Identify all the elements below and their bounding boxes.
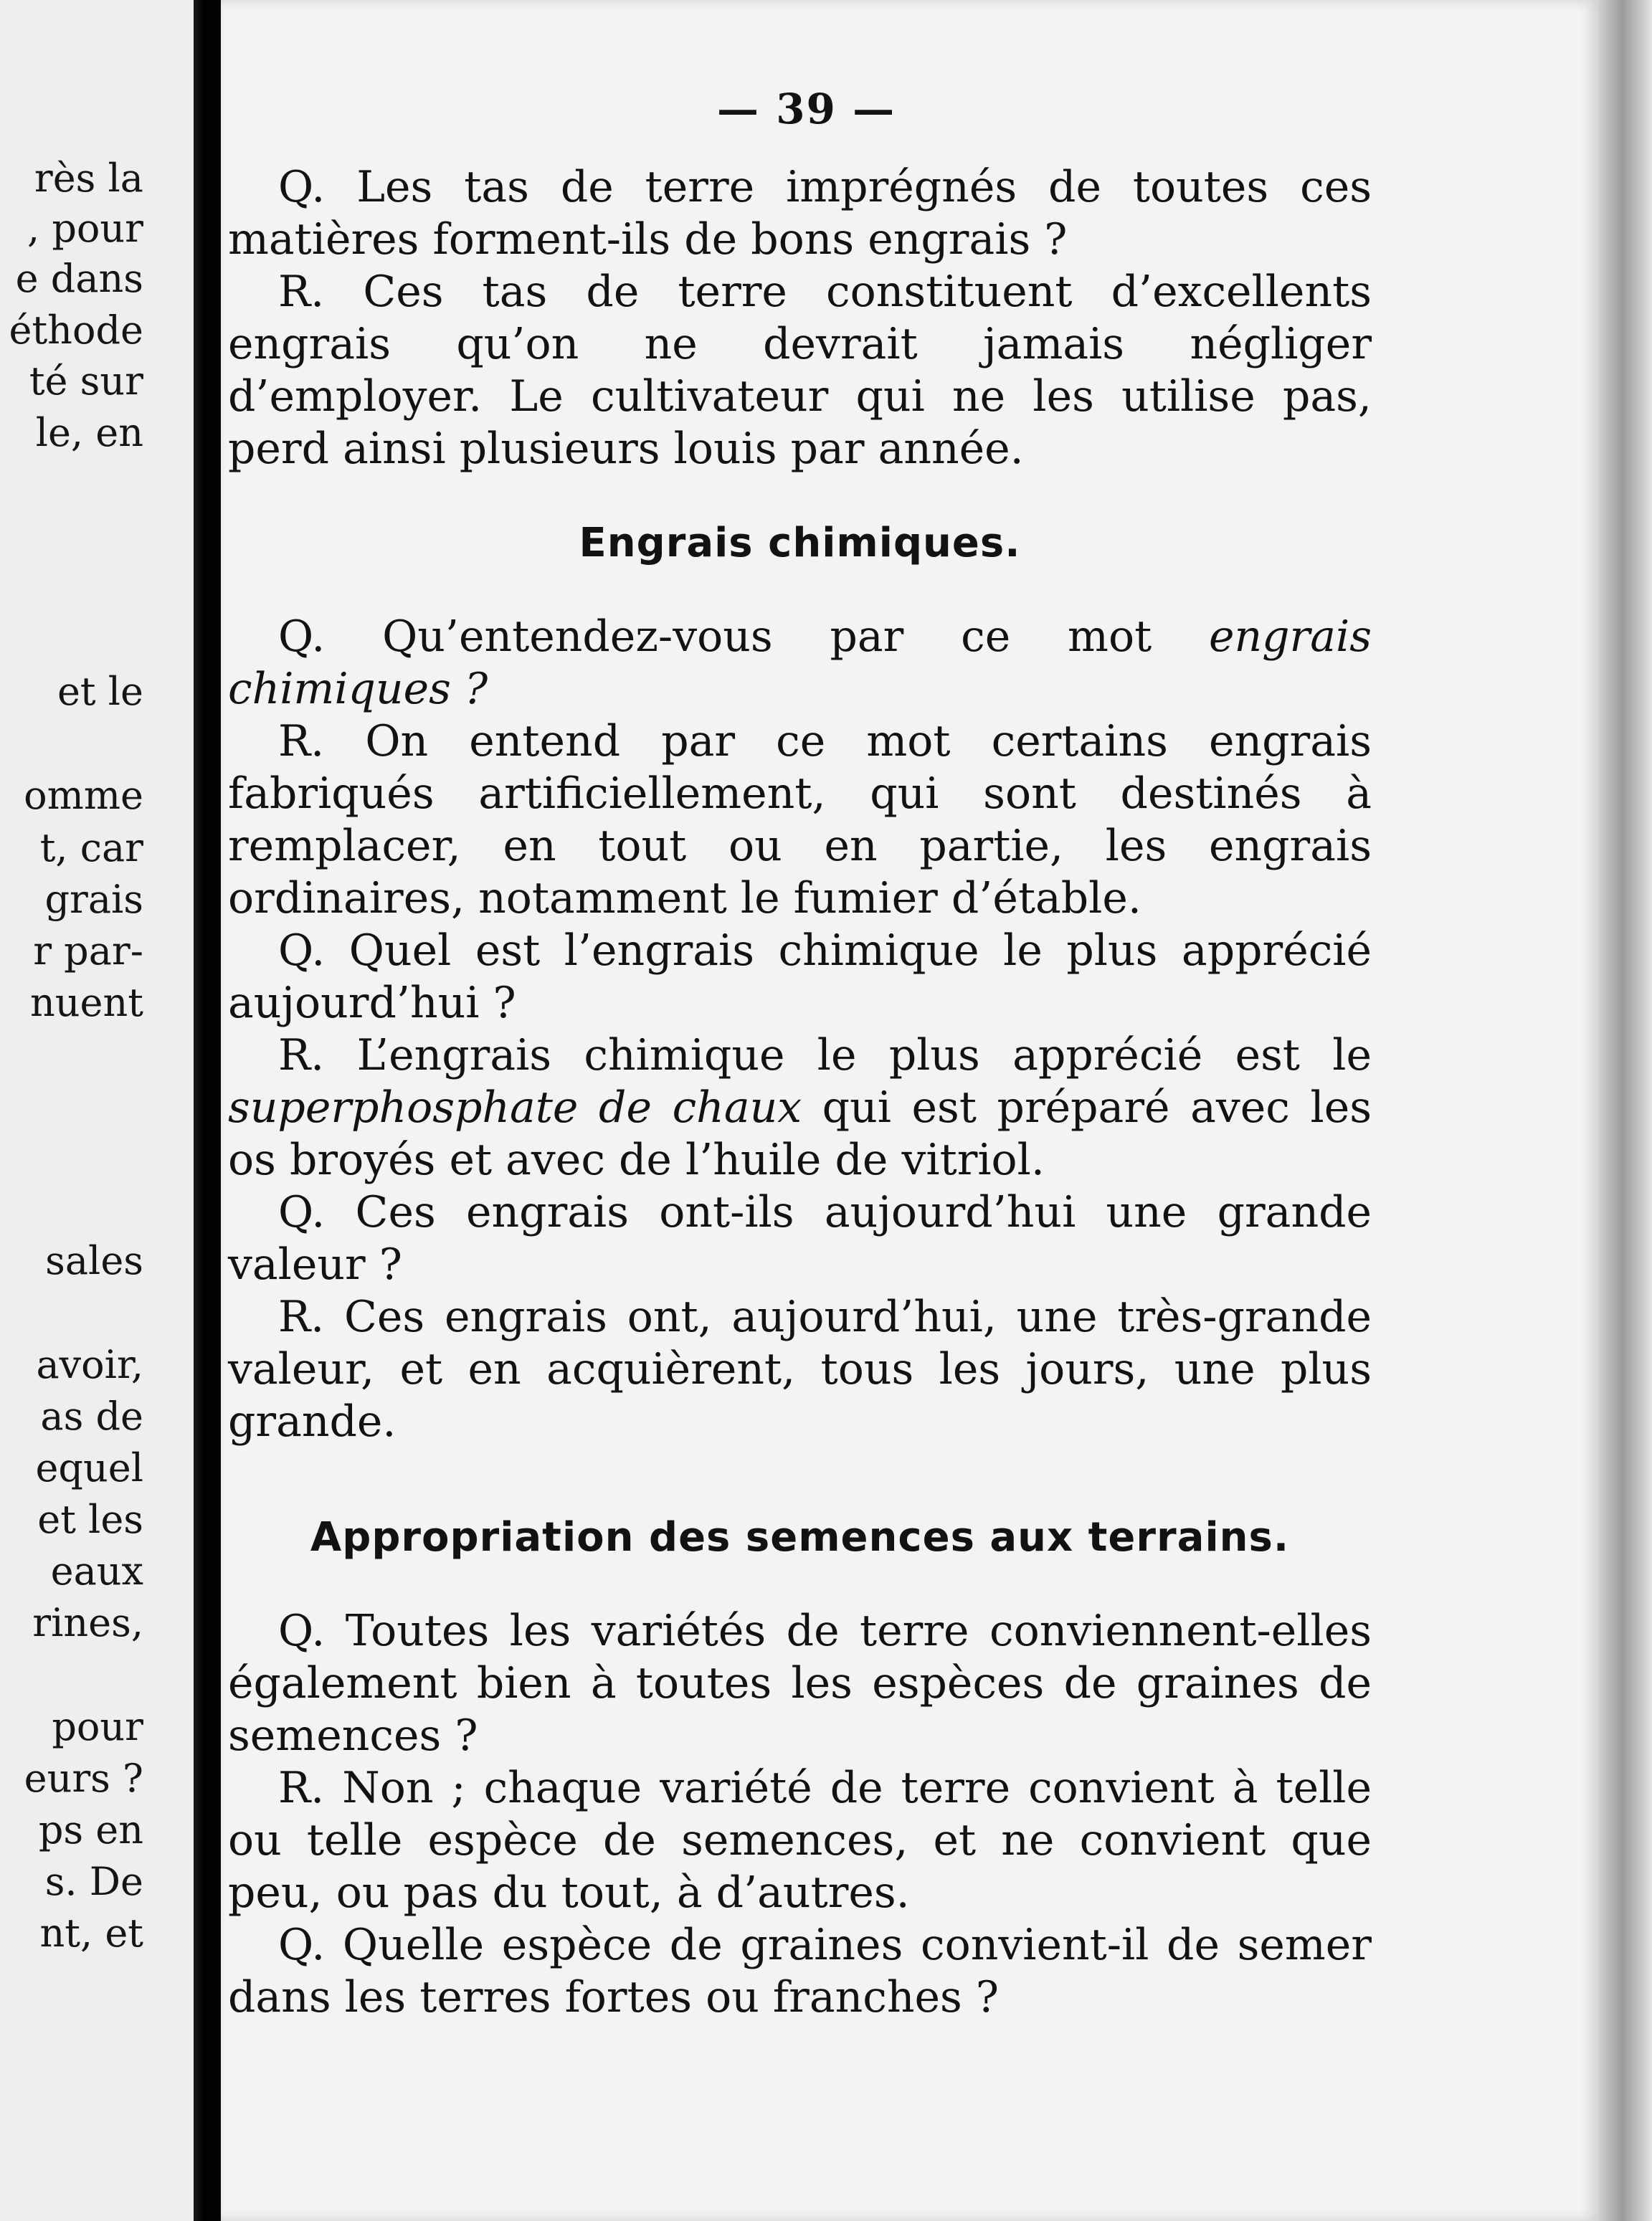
left-fragment-line: r par- [33, 928, 143, 974]
question-paragraph: Q. Les tas de terre imprégnés de toutes ces matières forment-ils de bons engrais ? [228, 162, 1372, 265]
page-edge [1599, 0, 1652, 2221]
section-heading: Appropriation des semences aux terrains. [310, 1514, 1290, 1561]
previous-page-fragment [0, 0, 194, 2221]
answer-paragraph: R. Ces tas de terre constituent d’excellents engrais qu’on ne devrait jamais négliger d’employer. Le cultivateur qui ne les utilise pas, perd ainsi plusieurs louis par année. [228, 267, 1372, 474]
left-fragment-line: sales [45, 1238, 143, 1283]
answer-paragraph: R. On entend par ce mot certains engrais fabriqués artificiellement, qui sont destinés à remplacer, en tout ou en partie, les engrais ordinaires, notamment le fumier d’étable. [228, 716, 1372, 923]
question-paragraph: Q. Toutes les variétés de terre conviennent-elles également bien à toutes les espèces de graines de semences ? [228, 1606, 1372, 1761]
left-fragment-line: , pour [27, 206, 143, 251]
left-fragment-line: grais [44, 877, 143, 922]
answer-text: R. L’engrais chimique le plus apprécié est le [278, 1030, 1372, 1080]
left-fragment-line: avoir, [36, 1342, 143, 1387]
question-paragraph: Q. Quelle espèce de graines convient-il de semer dans les terres fortes ou franches ? [228, 1920, 1372, 2022]
left-fragment-line: éthode [9, 308, 143, 353]
section-heading: Engrais chimiques. [579, 520, 1021, 566]
left-fragment-line: e dans [15, 256, 143, 301]
left-fragment-line: as de [40, 1394, 143, 1439]
left-fragment-line: t, car [39, 825, 143, 870]
left-fragment-line: et les [37, 1497, 143, 1542]
question-paragraph [228, 611, 1372, 715]
left-fragment-line: eurs ? [24, 1756, 143, 1801]
left-fragment-line: s. De [44, 1859, 143, 1904]
left-fragment-line: ps en [38, 1807, 143, 1853]
page-number: — 39 — [717, 85, 896, 133]
italic-term: engrais chimiques ? [228, 612, 1372, 714]
left-fragment-line: rès la [34, 156, 143, 201]
book-gutter [194, 0, 221, 2221]
left-fragment-line: pour [52, 1704, 143, 1749]
answer-text: qui est préparé avec les os broyés et avec de l’huile de vitriol. [228, 1083, 1372, 1185]
italic-term: superphosphate de chaux [228, 1083, 802, 1133]
question-text: Q. Qu’entendez-vous par ce mot [278, 612, 1209, 662]
left-fragment-line: nuent [30, 980, 143, 1025]
left-fragment-line: rines, [32, 1600, 143, 1645]
answer-paragraph: R. Non ; chaque variété de terre convient à telle ou telle espèce de semences, et ne convient que peu, ou pas du tout, à d’autres. [228, 1763, 1372, 1918]
left-fragment-line: omme [24, 773, 143, 818]
page-text [228, 161, 1372, 2024]
question-paragraph: Q. Ces engrais ont-ils aujourd’hui une grande valeur ? [228, 1187, 1372, 1290]
question-paragraph: Q. Quel est l’engrais chimique le plus apprécié aujourd’hui ? [228, 926, 1372, 1028]
left-fragment-line: nt, et [39, 1911, 143, 1956]
left-fragment-line: le, en [35, 410, 143, 455]
left-fragment-line: eaux [50, 1549, 143, 1594]
left-fragment-line: equel [35, 1445, 143, 1490]
answer-paragraph: R. Ces engrais ont, aujourd’hui, une très-grande valeur, et en acquièrent, tous les jours, une plus grande. [228, 1292, 1372, 1447]
left-fragment-line: té sur [29, 358, 143, 404]
left-fragment-line: et le [57, 669, 143, 714]
answer-paragraph [228, 1029, 1372, 1186]
